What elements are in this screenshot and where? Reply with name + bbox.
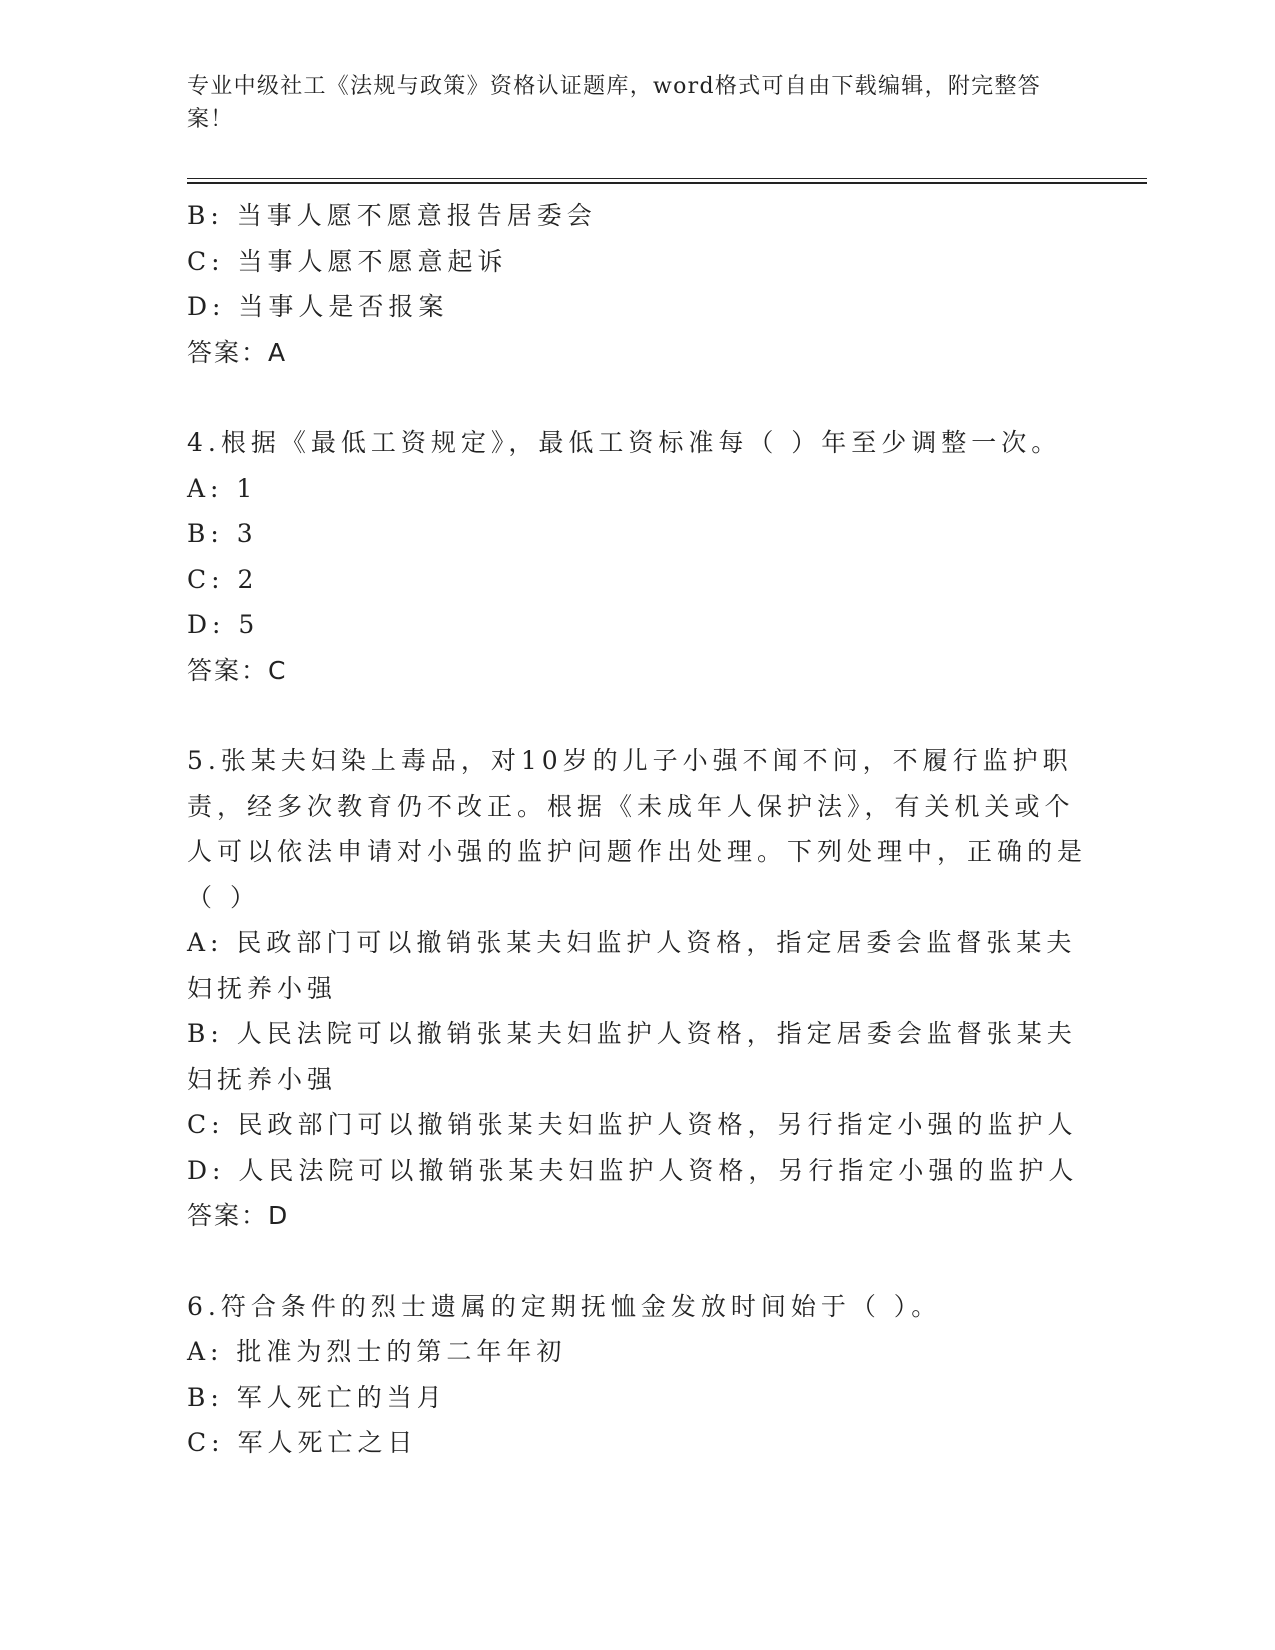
option-b: B: 军人死亡的当月 bbox=[187, 1382, 447, 1412]
option-b: B: 当事人愿不愿意报告居委会 bbox=[187, 201, 597, 230]
option-c: C: 2 bbox=[187, 564, 259, 594]
answer: 答案：A bbox=[187, 337, 288, 367]
question-6 bbox=[187, 1284, 1147, 1466]
option-a: A: 批准为烈士的第二年年初 bbox=[187, 1337, 567, 1366]
option-b: B: 人民法院可以撤销张某夫妇监护人资格，指定居委会监督张某夫妇抚养小强 bbox=[187, 1019, 1077, 1094]
option-b: B: 3 bbox=[187, 519, 258, 548]
header-rule-thin bbox=[187, 178, 1147, 179]
answer: 答案：D bbox=[187, 1201, 290, 1230]
question-5 bbox=[187, 738, 1147, 1239]
option-d: D: 5 bbox=[187, 610, 260, 639]
question-stem: 6.符合条件的烈士遗属的定期抚恤金发放时间始于（ ）。 bbox=[187, 1291, 942, 1321]
document-header: 专业中级社工《法规与政策》资格认证题库，word格式可自由下载编辑，附完整答案！ bbox=[187, 74, 1042, 132]
question-4 bbox=[187, 420, 1147, 693]
question-3-tail bbox=[187, 193, 1147, 375]
option-a: A: 1 bbox=[187, 473, 258, 503]
option-c: C: 军人死亡之日 bbox=[187, 1428, 418, 1457]
option-c: C: 当事人愿不愿意起诉 bbox=[187, 246, 508, 276]
question-stem: 5.张某夫妇染上毒品，对10岁的儿子小强不闻不问，不履行监护职责，经多次教育仍不改正。根据《未成年人保护法》，有关机关或个人可以依法申请对小强的监护问题作出处理。下列处理中，正确的是（ ） bbox=[187, 746, 1088, 912]
option-d: D: 当事人是否报案 bbox=[187, 292, 449, 321]
option-d: D: 人民法院可以撤销张某夫妇监护人资格，另行指定小强的监护人 bbox=[187, 1155, 1079, 1185]
header-rule-thick bbox=[187, 182, 1147, 184]
question-stem: 4.根据《最低工资规定》，最低工资标准每（ ）年至少调整一次。 bbox=[187, 428, 1062, 457]
document-page bbox=[187, 70, 1147, 1466]
option-a: A: 民政部门可以撤销张某夫妇监护人资格，指定居委会监督张某夫妇抚养小强 bbox=[187, 928, 1077, 1003]
answer: 答案：C bbox=[187, 655, 288, 685]
option-c: C: 民政部门可以撤销张某夫妇监护人资格，另行指定小强的监护人 bbox=[187, 1110, 1078, 1139]
